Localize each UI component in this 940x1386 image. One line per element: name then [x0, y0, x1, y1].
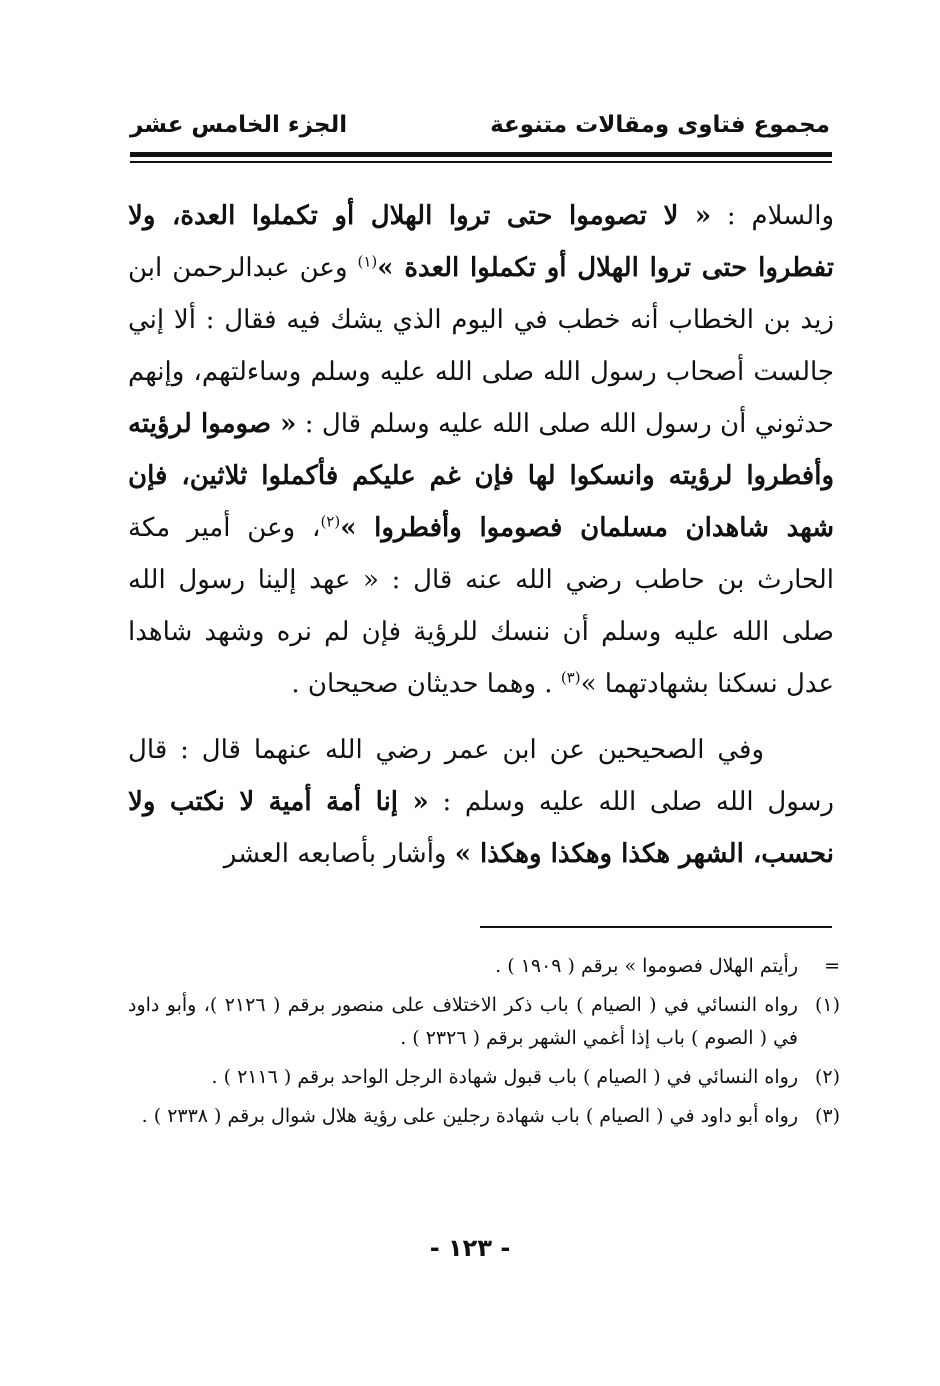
text-run: وفي الصحيحين عن ابن عمر رضي الله عنهما قال : قال رسول الله صلى الله عليه وسلم : — [128, 735, 834, 817]
footnotes — [128, 950, 840, 1139]
text-run: . وهما حديثان صحيحان . — [291, 669, 561, 699]
footnote-number: (٢) — [814, 1066, 840, 1088]
footnote-ref[interactable]: (١) — [357, 252, 378, 271]
footnote-ref[interactable]: (٣) — [560, 668, 581, 687]
text-run: وعن عبدالرحمن ابن زيد بن الخطاب أنه خطب في اليوم الذي يشك فيه فقال : ألا إني جالست أصحاب رسول الله صلى الله عليه وسلم وساءلتهم، وإنهم حدثوني أن رسول الله صلى الله عليه وسلم قال : — [128, 253, 834, 439]
footnote-number: = — [824, 955, 840, 977]
volume-title: الجزء الخامس عشر — [130, 112, 348, 138]
footnote-number: (١) — [814, 994, 840, 1016]
footnote-item — [128, 1061, 840, 1094]
hadith-quote: « لا تصوموا حتى تروا الهلال أو تكملوا العدة، ولا تفطروا حتى تروا الهلال أو تكملوا العدة » — [128, 201, 834, 283]
header-rule-thin — [130, 161, 832, 163]
main-text — [128, 190, 834, 880]
footnote-text: رأيتم الهلال فصوموا » برقم ( ١٩٠٩ ) . — [495, 955, 798, 977]
book-title: مجموع فتاوى ومقالات متنوعة — [490, 112, 830, 138]
text-run: والسلام : — [711, 201, 835, 231]
page-number: - ١٢٣ - — [429, 1234, 511, 1262]
hadith-quote: « إنا أمة أمية لا نكتب ولا نحسب، الشهر هكذا وهكذا وهكذا » — [128, 787, 834, 869]
footnote-separator — [480, 926, 832, 928]
header-rule-thick — [130, 152, 832, 157]
footnote-text: رواه النسائي في ( الصيام ) باب قبول شهادة الرجل الواحد برقم ( ٢١١٦ ) . — [211, 1066, 798, 1088]
footnote-text: رواه أبو داود في ( الصيام ) باب شهادة رجلين على رؤية هلال شوال برقم ( ٢٣٣٨ ) . — [141, 1105, 798, 1127]
footnote-item — [128, 1100, 840, 1133]
footnote-number: (٣) — [814, 1105, 840, 1127]
footnote-text: رواه النسائي في ( الصيام ) باب ذكر الاختلاف على منصور برقم ( ٢١٢٦ )، وأبو داود في ( الصوم ) باب إذا أغمي الشهر برقم ( ٢٣٢٦ ) . — [128, 994, 798, 1049]
text-run: وأشار بأصابعه العشر — [223, 839, 455, 869]
paragraph-1 — [128, 190, 834, 710]
paragraph-2 — [128, 724, 834, 880]
running-header — [130, 112, 830, 148]
hadith-quote: « صوموا لرؤيته وأفطروا لرؤيته وانسكوا لها فإن غم عليكم فأكملوا ثلاثين، فإن شهد شاهدان مسلمان فصوموا وأفطروا » — [128, 409, 834, 543]
footnote-ref[interactable]: (٢) — [320, 512, 341, 531]
footnote-item — [128, 989, 840, 1055]
footnote-item — [128, 950, 840, 983]
text-run: ، وعن أمير مكة الحارث بن حاطب رضي الله عنه قال : « عهد إلينا رسول الله صلى الله عليه وسلم أن ننسك للرؤية فإن لم نره وشهد شاهدا عدل نسكنا بشهادتهما » — [128, 513, 834, 699]
